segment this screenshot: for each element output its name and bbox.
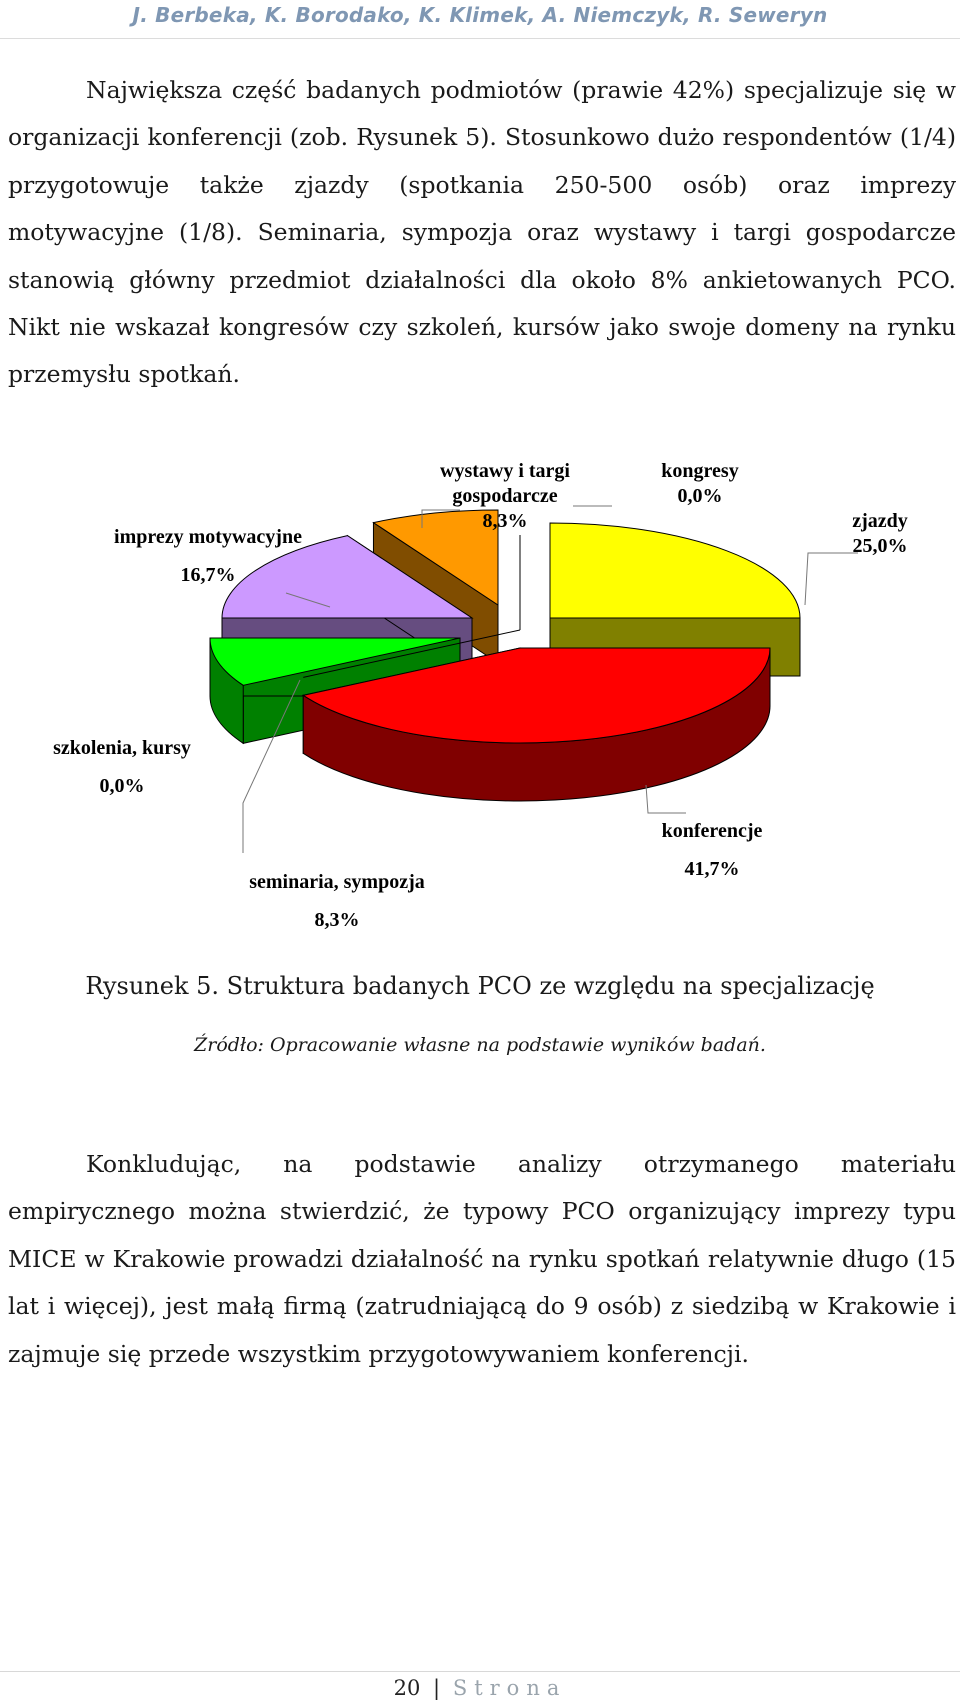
slice-value: 8,3% <box>314 909 360 931</box>
slice-label: wystawy i targi gospodarcze 8,3% <box>440 460 570 532</box>
paragraph-conclusion: Konkludując, na podstawie analizy otrzymanego materiału empirycznego można stwierdzić, że typowy PCO organizujący imprezy typu MICE w Krakowie prowadzi działalność na rynku spotkań relatywnie długo (15 lat i więcej), jest małą firmą (zatrudniającą do 9 osób) z siedzibą w Krakowie i zajmuje się przede wszystkim przygotowywaniem konferencji. <box>8 1150 956 1368</box>
header-authors: J. Berbeka, K. Borodako, K. Klimek, A. Niemczyk, R. Seweryn <box>132 3 828 27</box>
slice-label: imprezy motywacyjne 16,7% <box>114 526 302 586</box>
slice-label: seminaria, sympozja 8,3% <box>249 871 425 931</box>
slice-value: 41,7% <box>684 858 740 880</box>
figure-source: Źródło: Opracowanie własne na podstawie wyników badań. <box>194 1034 766 1056</box>
footer-label: Strona <box>452 1676 567 1700</box>
pie-chart <box>0 455 960 950</box>
footer-divider <box>0 1671 960 1672</box>
slice-label: zjazdy 25,0% <box>852 510 908 557</box>
leader-line <box>805 553 858 605</box>
leader-line <box>646 785 686 813</box>
slice-label: konferencje 41,7% <box>661 820 763 880</box>
page-footer <box>0 1676 960 1700</box>
slice-value: 0,0% <box>677 485 723 507</box>
slice-label: kongresy 0,0% <box>661 460 739 507</box>
slice-value: 25,0% <box>852 535 908 557</box>
figure-caption: Rysunek 5. Struktura badanych PCO ze względu na specjalizację <box>85 972 875 1000</box>
footer-separator: | <box>433 1676 441 1700</box>
slice-value: 16,7% <box>180 564 236 586</box>
running-header <box>0 0 960 39</box>
pie-slice-1 <box>550 523 800 618</box>
slice-label: szkolenia, kursy 0,0% <box>53 737 191 797</box>
slice-value: 8,3% <box>482 510 528 532</box>
slice-value: 0,0% <box>99 775 145 797</box>
page-number: 20 <box>393 1676 421 1700</box>
paragraph-intro: Największa część badanych podmiotów (prawie 42%) specjalizuje się w organizacji konferencji (zob. Rysunek 5). Stosunkowo dużo respondentów (1/4) przygotowuje także zjazdy (spotkania 250-500 osób) oraz imprezy motywacyjne (1/8). Seminaria, sympozja oraz wystawy i targi gospodarcze stanowią główny przedmiot działalności dla około 8% ankietowanych PCO. Nikt nie wskazał kongresów czy szkoleń, kursów jako swoje domeny na rynku przemysłu spotkań. <box>8 76 956 389</box>
